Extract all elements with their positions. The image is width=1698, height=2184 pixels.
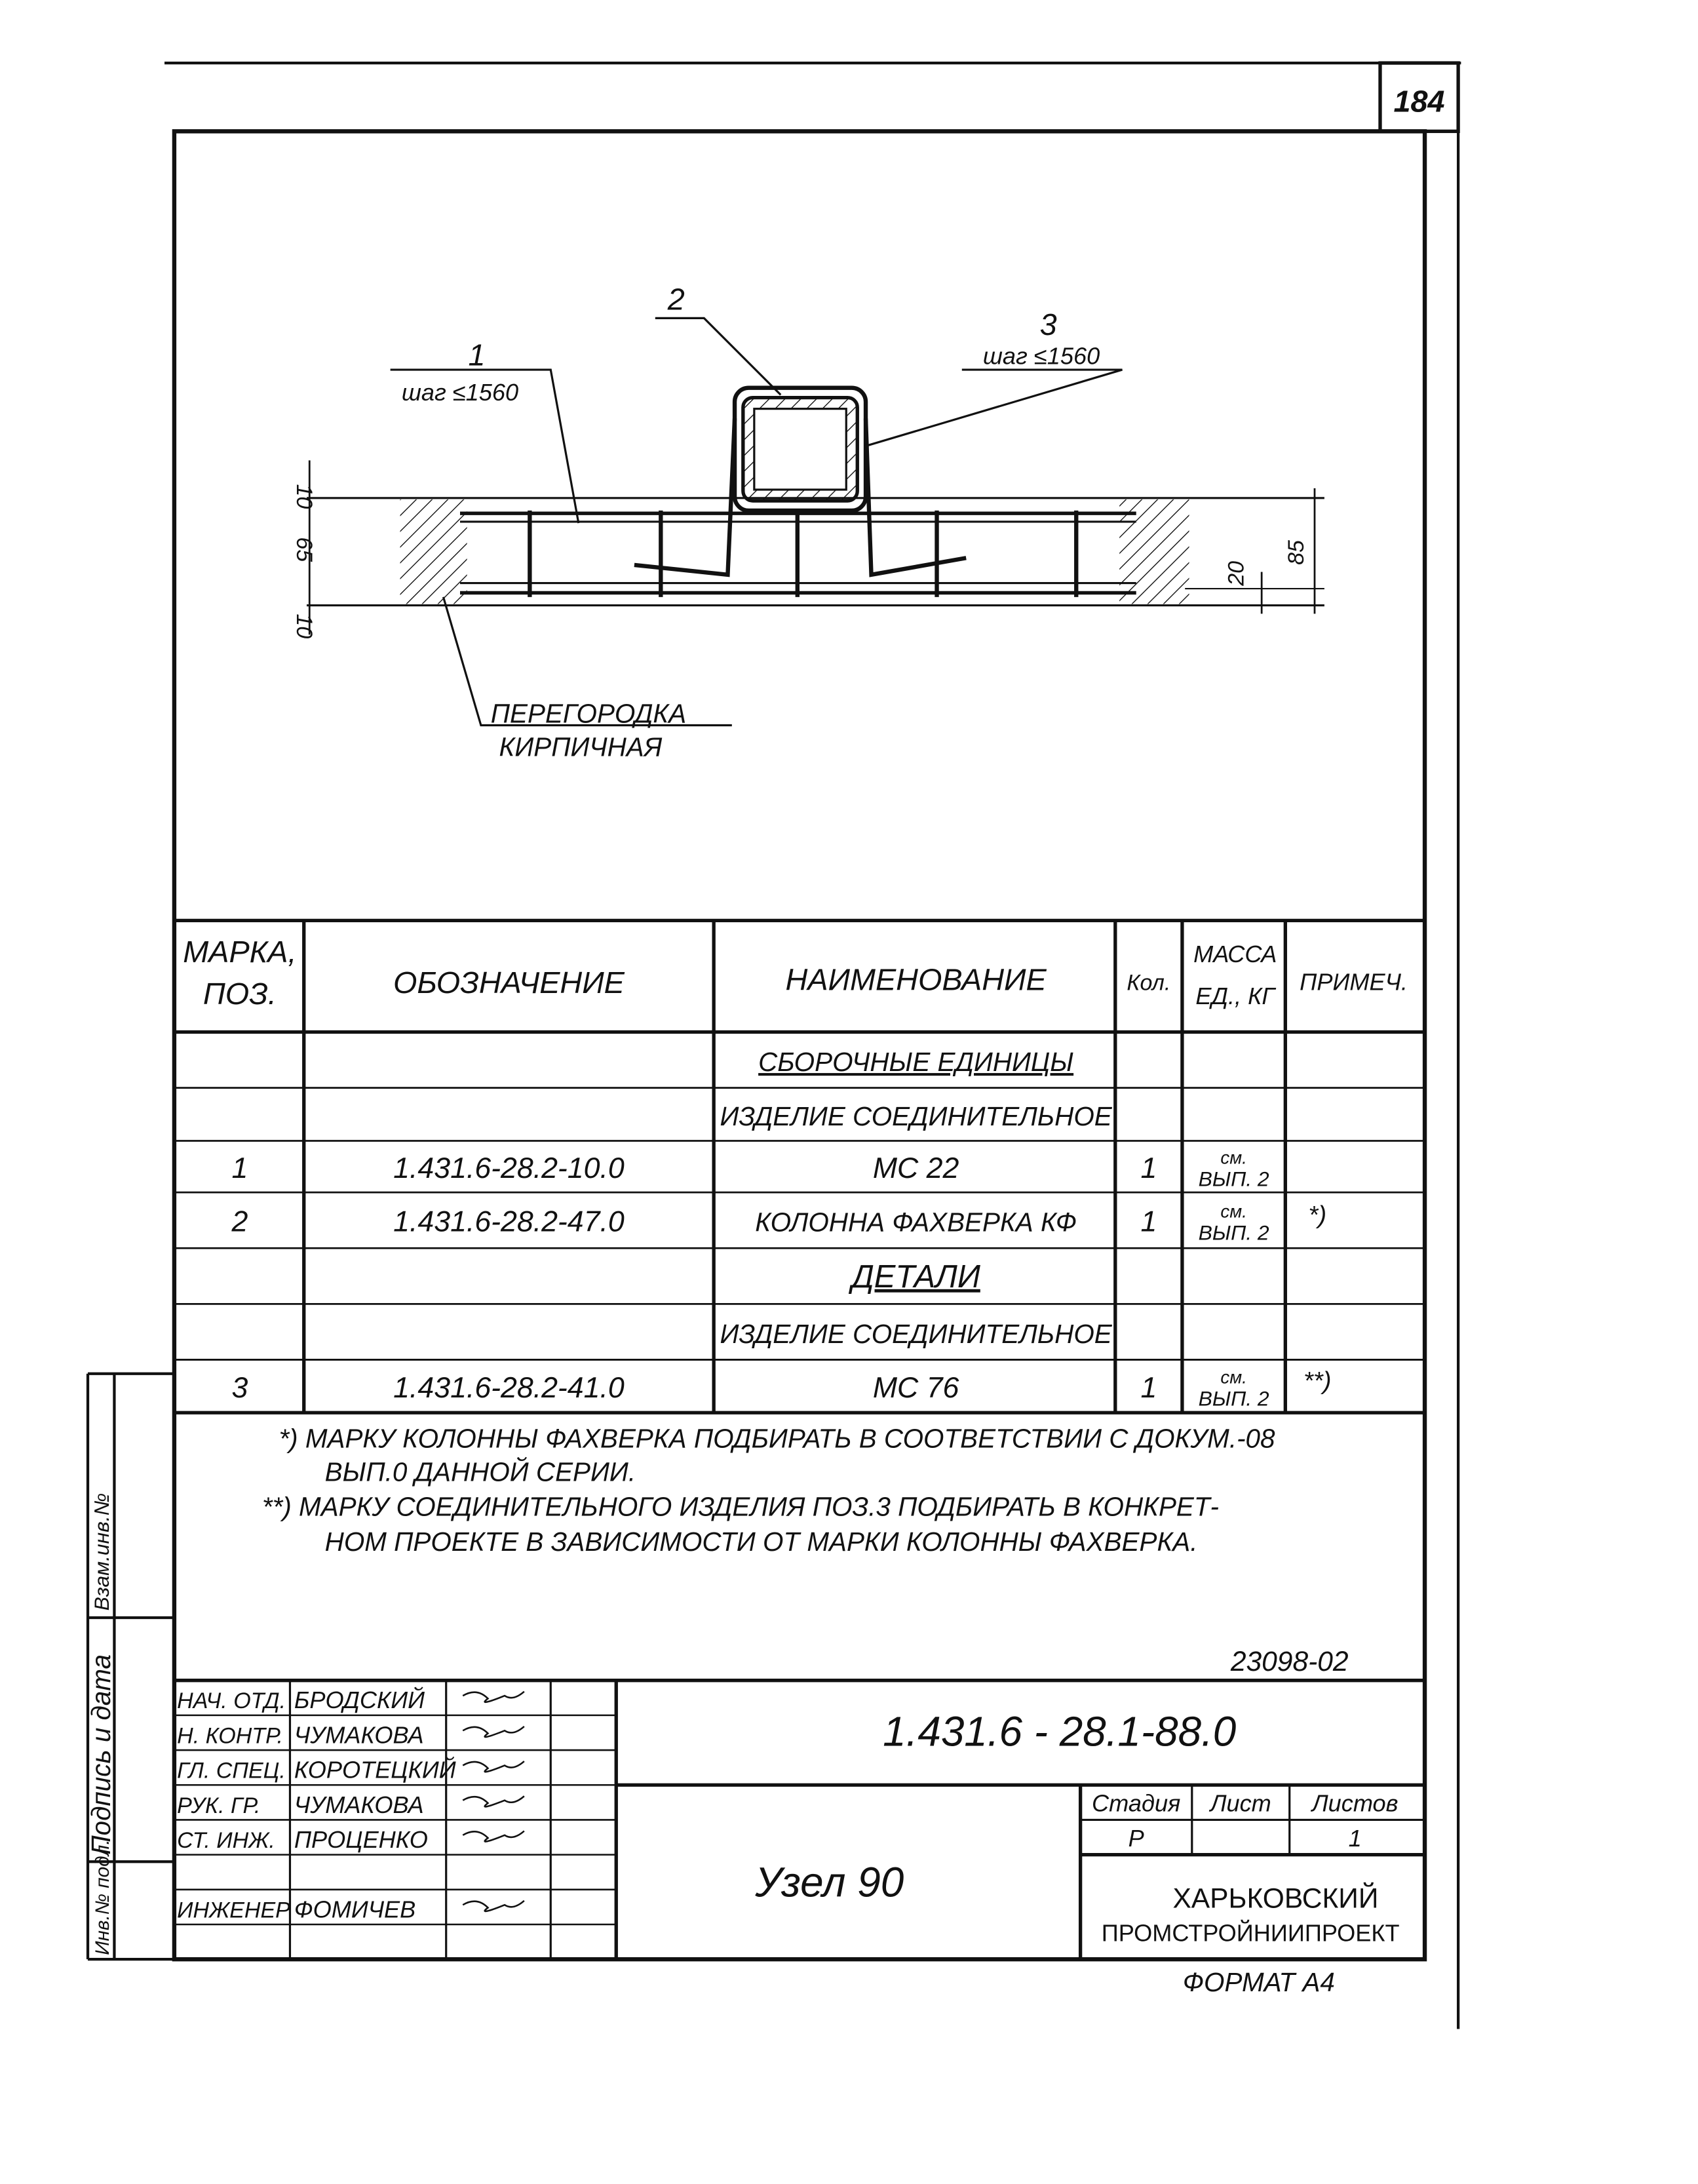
brick-partition-left xyxy=(400,499,467,604)
person-name: Чумакова xyxy=(294,1791,424,1818)
header-name: Наименование xyxy=(785,962,1047,997)
cell-mass-2: вып. 2 xyxy=(1198,1220,1269,1245)
header-mass-1: Масса xyxy=(1193,941,1277,968)
callout-3-step: шаг ≤1560 xyxy=(982,342,1100,370)
callout-2-number: 2 xyxy=(667,282,685,317)
table-row xyxy=(848,1259,980,1295)
drawing-title: Узел 90 xyxy=(755,1858,904,1906)
header-qty: Кол. xyxy=(1127,970,1171,996)
table-row xyxy=(231,1201,1326,1245)
cell-note: *) xyxy=(1308,1200,1327,1229)
person-name: Чумакова xyxy=(294,1721,424,1749)
signature-mark xyxy=(463,1692,524,1702)
cell-mark: 1 xyxy=(231,1152,248,1184)
side-stamp-replaced-inventory: Взам.инв.№ xyxy=(89,1492,113,1611)
cell-name: Изделие соединительное xyxy=(720,1101,1112,1132)
sheets-value: 1 xyxy=(1348,1824,1362,1852)
organization-line1: Харьковский xyxy=(1172,1882,1379,1915)
note-line: ном проекте в зависимости от марки колонны фахверка. xyxy=(324,1526,1198,1557)
stage-label: Стадия xyxy=(1092,1789,1181,1817)
signature-mark xyxy=(463,1726,524,1737)
role-label: Н. контр. xyxy=(177,1723,283,1749)
person-name: Фомичев xyxy=(294,1896,416,1923)
stage-value: Р xyxy=(1128,1824,1144,1852)
cell-designation: 1.431.6-28.2-41.0 xyxy=(393,1371,625,1404)
dim-left-middle: 65 xyxy=(292,537,317,562)
cell-qty: 1 xyxy=(1140,1371,1157,1404)
role-label: Нач. отд. xyxy=(177,1688,286,1714)
table-row xyxy=(231,1367,1331,1411)
table-row xyxy=(758,1047,1073,1077)
cell-mass-1: см. xyxy=(1220,1201,1247,1222)
dim-right-20: 20 xyxy=(1224,560,1249,586)
cell-name: МС 76 xyxy=(872,1371,959,1404)
dim-right-85: 85 xyxy=(1283,540,1309,565)
partition-label-line1: Перегородка xyxy=(490,698,687,729)
signature-mark xyxy=(463,1831,524,1841)
table-row xyxy=(720,1101,1112,1131)
cell-name: МС 22 xyxy=(872,1152,959,1184)
table-row xyxy=(720,1319,1112,1349)
spec-table-rows xyxy=(231,1047,1331,1411)
person-name: Коротецкий xyxy=(294,1756,456,1784)
sheets-label: Листов xyxy=(1311,1789,1399,1817)
cell-note: **) xyxy=(1303,1367,1332,1395)
header-mark-1: Марка, xyxy=(183,935,297,969)
role-label: Инженер xyxy=(177,1898,290,1923)
document-code: 1.431.6 - 28.1-88.0 xyxy=(883,1707,1237,1755)
cell-designation: 1.431.6-28.2-10.0 xyxy=(393,1152,625,1184)
cell-name: Детали xyxy=(851,1258,980,1295)
signature-mark xyxy=(463,1761,524,1772)
signature-mark xyxy=(463,1796,524,1806)
cell-mass-1: см. xyxy=(1220,1367,1247,1388)
format-label: Формат А4 xyxy=(1182,1967,1335,1998)
spec-table-header xyxy=(183,935,1408,1011)
organization-line2: Промстройниипроект xyxy=(1101,1919,1400,1947)
cell-designation: 1.431.6-28.2-47.0 xyxy=(393,1205,625,1238)
cell-mass-1: см. xyxy=(1220,1147,1247,1168)
role-label: Ст. инж. xyxy=(177,1827,275,1853)
note-line: **) Марку соединительного изделия поз.3 подбирать в конкрет- xyxy=(261,1491,1220,1522)
callout-1-step: шаг ≤1560 xyxy=(401,378,519,406)
partition-label-line2: кирпичная xyxy=(499,731,663,762)
note-line: вып.0 данной серии. xyxy=(324,1456,636,1487)
header-mark-2: поз. xyxy=(203,976,277,1011)
column-tube xyxy=(634,388,966,575)
callout-1-number: 1 xyxy=(468,338,486,372)
callout-3-number: 3 xyxy=(1039,307,1057,341)
archive-number: 23098-02 xyxy=(1230,1645,1349,1677)
cell-mass-2: вып. 2 xyxy=(1198,1386,1269,1411)
cell-name: Колонна фахверка КФ xyxy=(755,1207,1077,1238)
cell-qty: 1 xyxy=(1140,1152,1157,1184)
side-stamp-signature-date: Подпись и дата xyxy=(86,1654,117,1855)
header-note: Примеч. xyxy=(1300,968,1408,996)
header-mass-2: ед., кг xyxy=(1195,982,1275,1009)
note-line: *) Марку колонны фахверка подбирать в соответствии с докум.-08 xyxy=(279,1423,1275,1454)
header-designation: Обозначение xyxy=(393,965,625,1000)
dim-left-top: 10 xyxy=(292,484,317,509)
sheet-number: 184 xyxy=(1393,84,1445,119)
cell-qty: 1 xyxy=(1140,1205,1157,1238)
cell-mark: 2 xyxy=(231,1205,248,1238)
sheet-label: Лист xyxy=(1210,1789,1271,1817)
side-stamp-inventory: Инв.№ подл. xyxy=(91,1839,113,1955)
cell-name: Изделие соединительное xyxy=(720,1318,1112,1349)
person-name: Бродский xyxy=(294,1687,425,1714)
cell-mark: 3 xyxy=(231,1371,248,1404)
cell-mass-2: вып. 2 xyxy=(1198,1167,1269,1191)
signature-mark xyxy=(463,1901,524,1911)
role-label: Рук. гр. xyxy=(177,1793,261,1818)
notes xyxy=(262,1423,1275,1556)
person-name: Проценко xyxy=(294,1825,428,1853)
cell-name: Сборочные единицы xyxy=(758,1047,1074,1078)
dim-left-bottom: 10 xyxy=(292,614,317,639)
role-label: Гл. спец. xyxy=(177,1758,286,1784)
